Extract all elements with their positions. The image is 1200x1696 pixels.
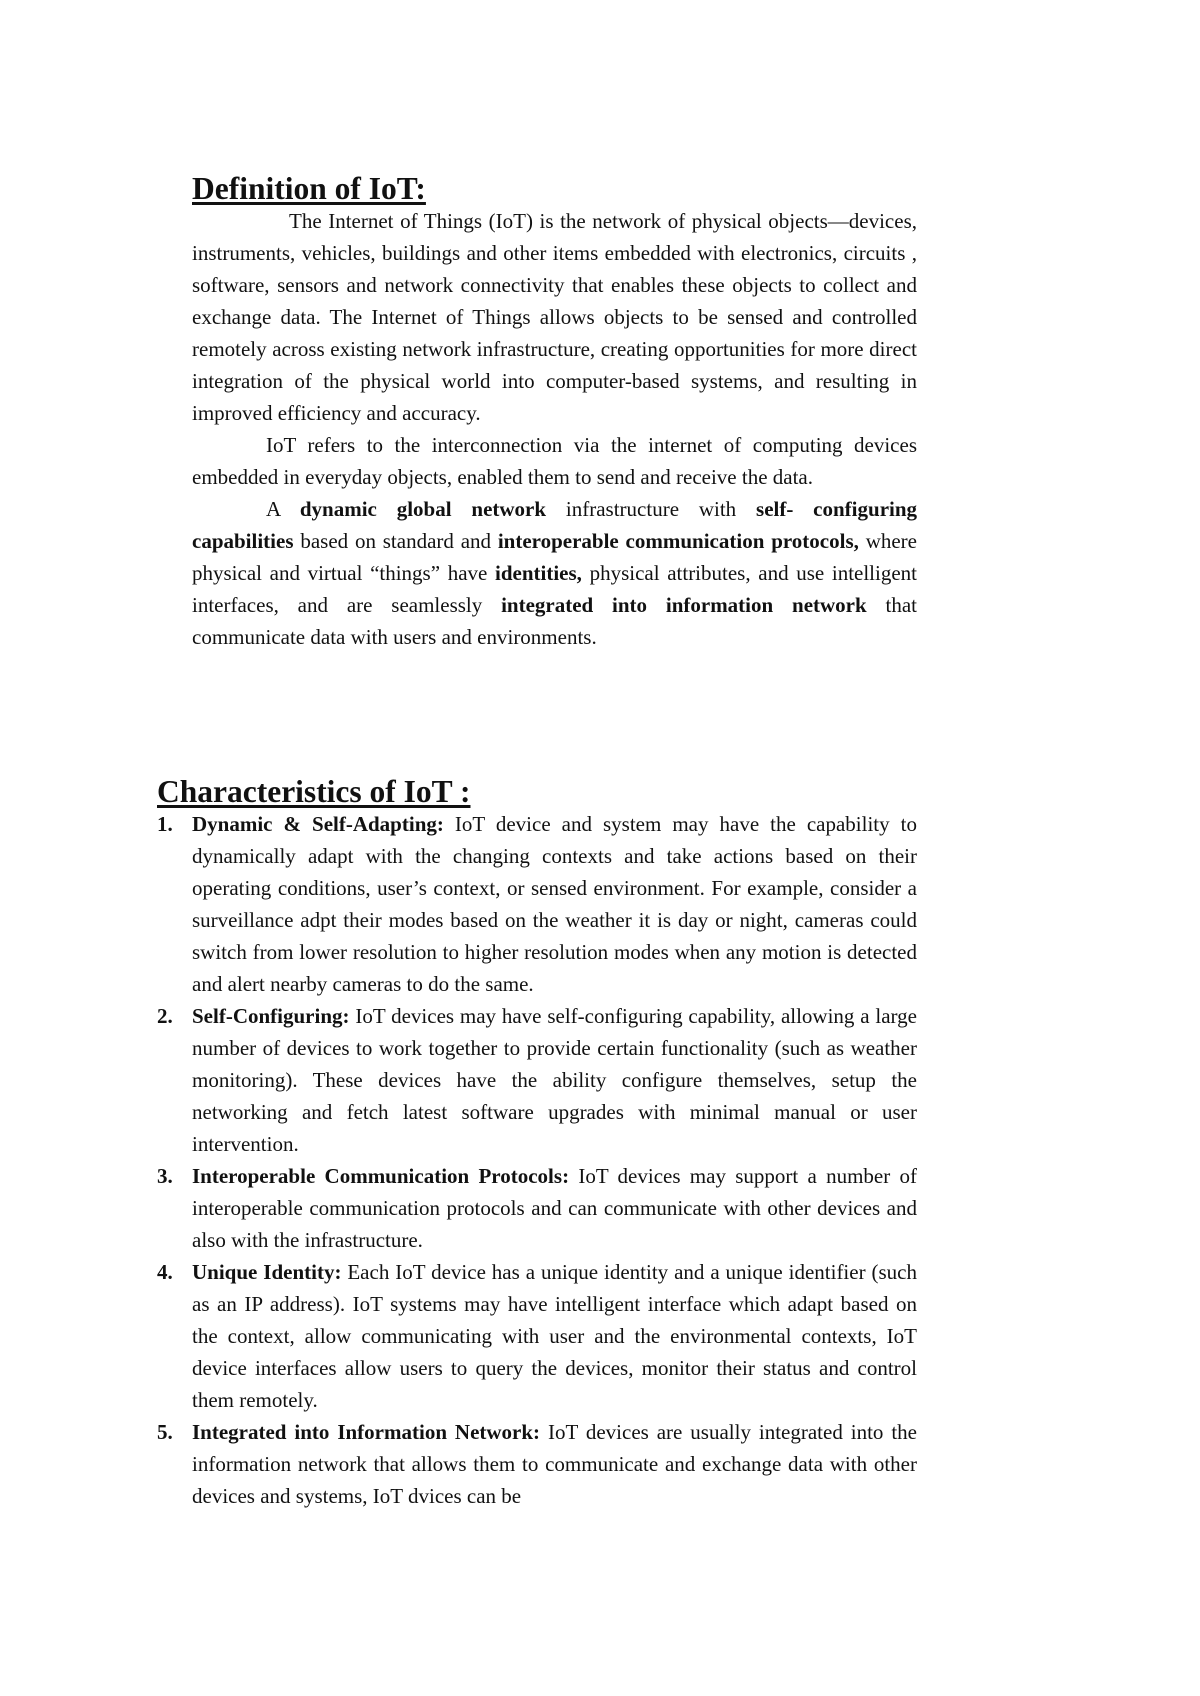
bold-term-identities: identities,	[495, 561, 582, 585]
list-item-number: 2.	[157, 1004, 173, 1028]
bold-term-interoperable-protocols: interoperable communication protocols,	[497, 529, 859, 553]
characteristics-list	[157, 808, 917, 1512]
paragraph-text: based on standard and	[293, 529, 498, 553]
list-item-title: Self-Configuring:	[192, 1004, 350, 1028]
list-item-number: 4.	[157, 1260, 173, 1284]
paragraph-text: IoT refers to the interconnection via the internet of computing devices embedded in everyday objects, enabled them to send and receive the data.	[192, 433, 917, 489]
list-item	[157, 1416, 917, 1512]
characteristics-heading: Characteristics of IoT :	[157, 774, 471, 809]
list-item	[157, 1160, 917, 1256]
list-item-text: IoT devices may support a number of interoperable communication protocols and can communicate with other devices and also with the infrastructure.	[192, 1164, 917, 1252]
list-item-number: 5.	[157, 1420, 173, 1444]
list-item-title: Unique Identity:	[192, 1260, 342, 1284]
definition-body	[192, 205, 917, 653]
paragraph-text: The Internet of Things (IoT) is the network of physical objects—devices, instruments, vehicles, buildings and other items embedded with electronics, circuits , software, sensors and network connectivity that enables these objects to collect and exchange data. The Internet of Things allows objects to be sensed and controlled remotely across existing network infrastructure, creating opportunities for more direct integration of the physical world into computer-based systems, and resulting in improved efficiency and accuracy.	[192, 209, 917, 425]
list-item	[157, 808, 917, 1000]
list-item-text: IoT device and system may have the capability to dynamically adapt with the changing contexts and take actions based on their operating conditions, user’s context, or sensed environment. For example, consider a surveillance adpt their modes based on the weather it is day or night, cameras could switch from lower resolution to higher resolution modes when any motion is detected and alert nearby cameras to do the same.	[192, 812, 917, 996]
paragraph-text: where physical and virtual “things” have	[192, 529, 917, 585]
paragraph-text: infrastructure with	[546, 497, 757, 521]
list-item-title: Dynamic & Self-Adapting:	[192, 812, 444, 836]
paragraph-text: that communicate data with users and environments.	[192, 593, 917, 649]
bold-term-dynamic-global-network: dynamic global network	[299, 497, 547, 521]
bold-term-integrated-network: integrated into information network	[501, 593, 867, 617]
list-item-number: 1.	[157, 812, 173, 836]
paragraph-text: physical attributes, and use intelligent interfaces, and are seamlessly	[192, 561, 918, 617]
definition-paragraph-2	[192, 429, 917, 493]
definition-paragraph-1	[192, 205, 917, 429]
definition-paragraph-3	[192, 493, 917, 653]
list-item-title: Interoperable Communication Protocols:	[192, 1164, 570, 1188]
paragraph-text: A	[266, 497, 300, 521]
list-item-text: IoT devices may have self-configuring capability, allowing a large number of devices to work together to provide certain functionality (such as weather monitoring). These devices have the ability configure themselves, setup the networking and fetch latest software upgrades with minimal manual or user intervention.	[192, 1004, 917, 1156]
list-item	[157, 1000, 917, 1160]
list-item	[157, 1256, 917, 1416]
list-item-text: IoT devices are usually integrated into the information network that allows them to communicate and exchange data with other devices and systems, IoT dvices can be	[192, 1420, 917, 1508]
list-item-title: Integrated into Information Network:	[192, 1420, 541, 1444]
bold-term-self-configuring: self- configuring capabilities	[192, 497, 918, 553]
definition-heading: Definition of IoT:	[192, 171, 426, 206]
list-item-text: Each IoT device has a unique identity and a unique identifier (such as an IP address). IoT systems may have intelligent interface which adapt based on the context, allow communicating with user and the environmental contexts, IoT device interfaces allow users to query the devices, monitor their status and control them remotely.	[192, 1260, 917, 1412]
list-item-number: 3.	[157, 1164, 173, 1188]
